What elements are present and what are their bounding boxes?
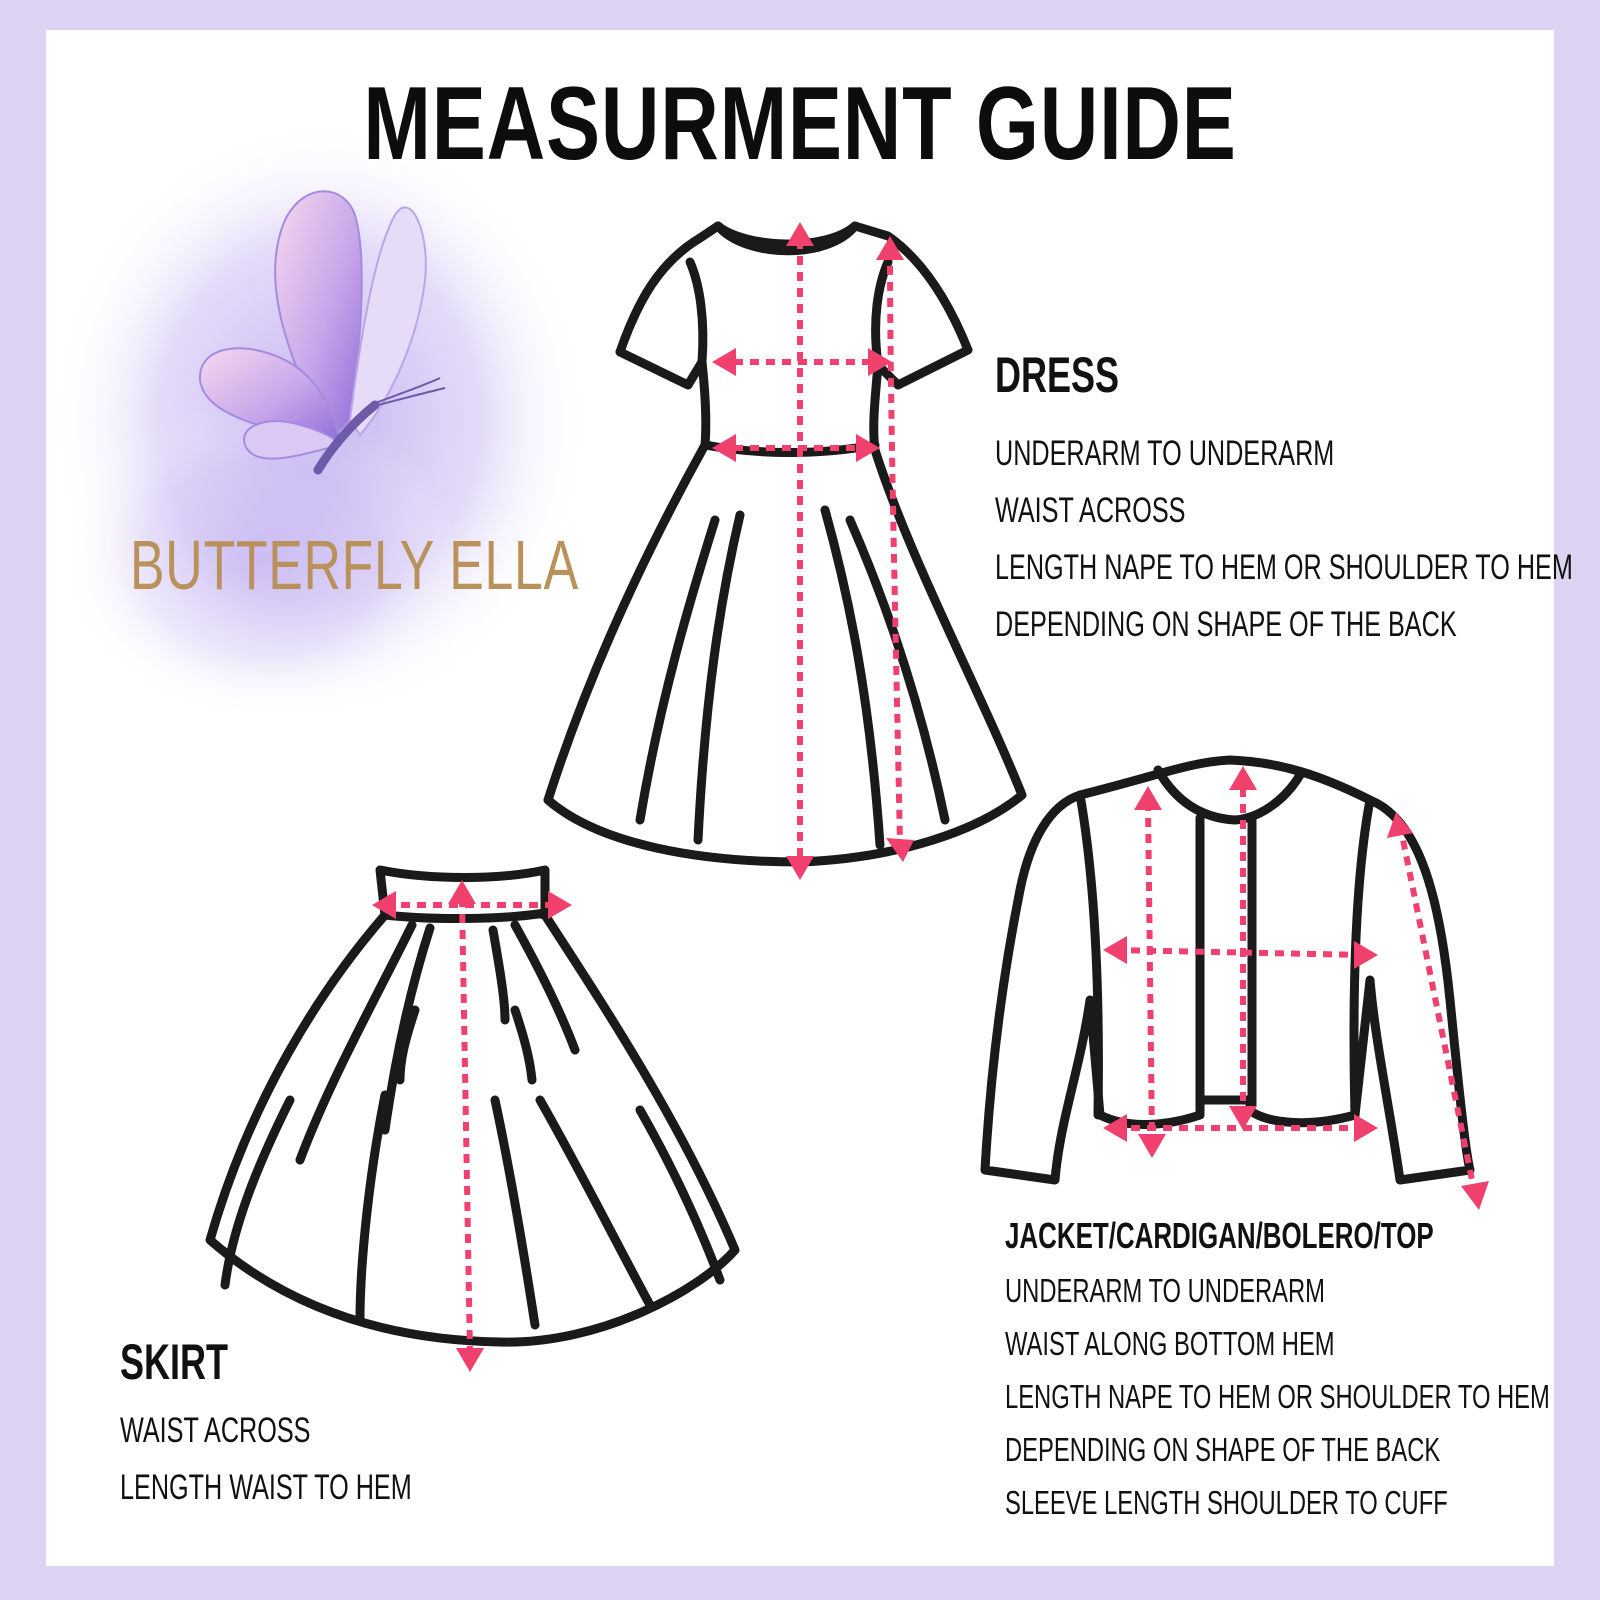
butterfly-logo (50, 120, 590, 720)
dress-section (995, 347, 1600, 644)
skirt-line: WAIST ACROSS (120, 1411, 311, 1450)
jacket-line: DEPENDING ON SHAPE OF THE BACK (1005, 1431, 1441, 1468)
brand-name: BUTTERFLY ELLA (130, 526, 579, 604)
page-title: MEASURMENT GUIDE (363, 66, 1237, 182)
skirt-illustration (210, 870, 735, 1342)
jacket-heading: JACKET/CARDIGAN/BOLERO/TOP (1005, 1215, 1434, 1256)
jacket-line: SLEEVE LENGTH SHOULDER TO CUFF (1005, 1484, 1448, 1521)
jacket-line: WAIST ALONG BOTTOM HEM (1005, 1325, 1335, 1362)
dress-heading: DRESS (995, 347, 1120, 403)
skirt-heading: SKIRT (120, 1334, 228, 1390)
skirt-line: LENGTH WAIST TO HEM (120, 1468, 412, 1507)
dress-illustration (548, 226, 1022, 862)
skirt-section (120, 1334, 525, 1507)
dress-line: WAIST ACROSS (995, 491, 1186, 530)
jacket-section (1005, 1215, 1600, 1521)
dress-line: UNDERARM TO UNDERARM (995, 434, 1335, 473)
dress-line: DEPENDING ON SHAPE OF THE BACK (995, 605, 1457, 644)
dress-line: LENGTH NAPE TO HEM OR SHOULDER TO HEM (995, 548, 1573, 587)
jacket-line: LENGTH NAPE TO HEM OR SHOULDER TO HEM (1005, 1378, 1550, 1415)
jacket-line: UNDERARM TO UNDERARM (1005, 1272, 1325, 1309)
